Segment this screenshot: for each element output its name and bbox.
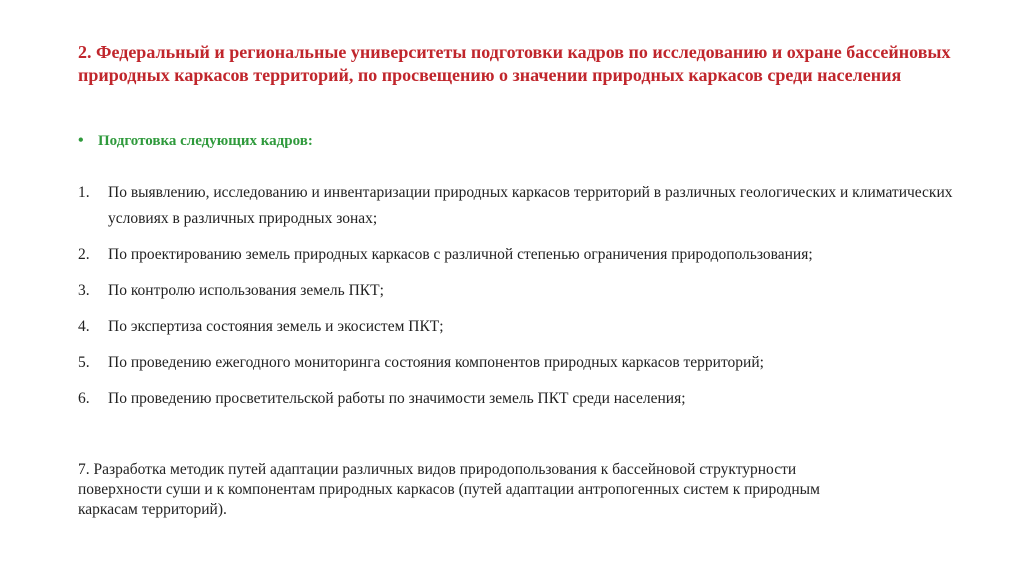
list-item-text: По проведению просветительской работы по значимости земель ПКТ среди населения; [108,390,686,407]
slide-title: 2. Федеральный и региональные университеты подготовки кадров по исследованию и охране бассейновых природных каркасов территорий, по просвещению о значении природных каркасов среди населения [78,42,951,85]
list-item-number: 1. [78,184,90,201]
list-item-number: 6. [78,390,90,407]
list-item [78,314,958,340]
subheading-text: Подготовка следующих кадров: [98,132,313,149]
list-item [78,278,958,304]
list-item-text: По проведению ежегодного мониторинга состояния компонентов природных каркасов территорий; [108,354,764,371]
list-item-number: 2. [78,246,90,263]
list-item-text: По проектированию земель природных каркасов с различной степенью ограничения природопользования; [108,246,813,263]
subheading [78,132,313,150]
list-item [78,180,958,232]
final-paragraph: 7. Разработка методик путей адаптации различных видов природопользования к бассейновой структурности поверхности суши и к компонентам природных каркасов (путей адаптации антропогенных систем к природным каркасам территорий). [78,461,820,518]
list-item-text: По контролю использования земель ПКТ; [108,282,384,299]
list-item [78,242,958,268]
list-item [78,386,958,412]
list-item-number: 3. [78,282,90,299]
list-item-number: 5. [78,354,90,371]
list-item-text: По выявлению, исследованию и инвентаризации природных каркасов территорий в различных геологических и климатических условиях в различных природных зонах; [108,184,953,227]
list-item [78,350,958,376]
list-item-number: 4. [78,318,90,335]
bullet-icon: • [78,132,84,149]
list-item-text: По экспертиза состояния земель и экосистем ПКТ; [108,318,444,335]
training-list [78,180,958,422]
